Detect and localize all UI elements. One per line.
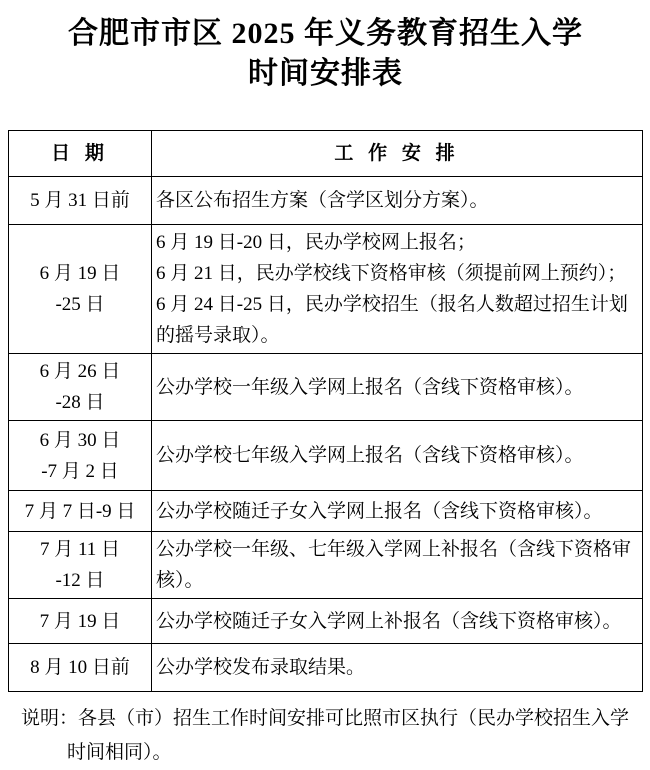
page-title-line-1: 合肥市市区 2025 年义务教育招生入学 <box>68 17 583 50</box>
date-cell: 8 月 10 日前 <box>9 644 152 692</box>
work-cell: 6 月 19 日-20 日，民办学校网上报名； 6 月 21 日，民办学校线下资格审核（须提前网上预约）； 6 月 24 日-25 日，民办学校招生（报名人数超过招生计划的摇号录取）。 <box>152 225 643 354</box>
table-row <box>9 354 643 421</box>
work-cell: 各区公布招生方案（含学区划分方案）。 <box>152 177 643 225</box>
table-header-row <box>9 131 643 177</box>
work-cell: 公办学校随迁子女入学网上报名（含线下资格审核）。 <box>152 491 643 532</box>
page-title <box>8 14 643 94</box>
table-row <box>9 177 643 225</box>
table-row <box>9 491 643 532</box>
header-work: 工 作 安 排 <box>152 131 643 177</box>
date-cell: 7 月 11 日 -12 日 <box>9 532 152 599</box>
date-cell: 6 月 30 日 -7 月 2 日 <box>9 421 152 491</box>
work-cell: 公办学校随迁子女入学网上补报名（含线下资格审核）。 <box>152 599 643 644</box>
work-cell: 公办学校一年级入学网上报名（含线下资格审核）。 <box>152 354 643 421</box>
date-cell: 5 月 31 日前 <box>9 177 152 225</box>
date-cell: 7 月 7 日-9 日 <box>9 491 152 532</box>
work-cell: 公办学校一年级、七年级入学网上补报名（含线下资格审核）。 <box>152 532 643 599</box>
schedule-table <box>8 130 643 692</box>
date-cell: 6 月 19 日 -25 日 <box>9 225 152 354</box>
table-row <box>9 644 643 692</box>
header-date: 日 期 <box>9 131 152 177</box>
table-row <box>9 421 643 491</box>
table-row <box>9 532 643 599</box>
work-cell: 公办学校七年级入学网上报名（含线下资格审核）。 <box>152 421 643 491</box>
page-title-line-2: 时间安排表 <box>248 57 403 90</box>
work-cell: 公办学校发布录取结果。 <box>152 644 643 692</box>
table-row <box>9 225 643 354</box>
footnote: 说明：各县（市）招生工作时间安排可比照市区执行（民办学校招生入学 时间相同）。 <box>21 708 630 763</box>
date-cell: 7 月 19 日 <box>9 599 152 644</box>
date-cell: 6 月 26 日 -28 日 <box>9 354 152 421</box>
table-row <box>9 599 643 644</box>
